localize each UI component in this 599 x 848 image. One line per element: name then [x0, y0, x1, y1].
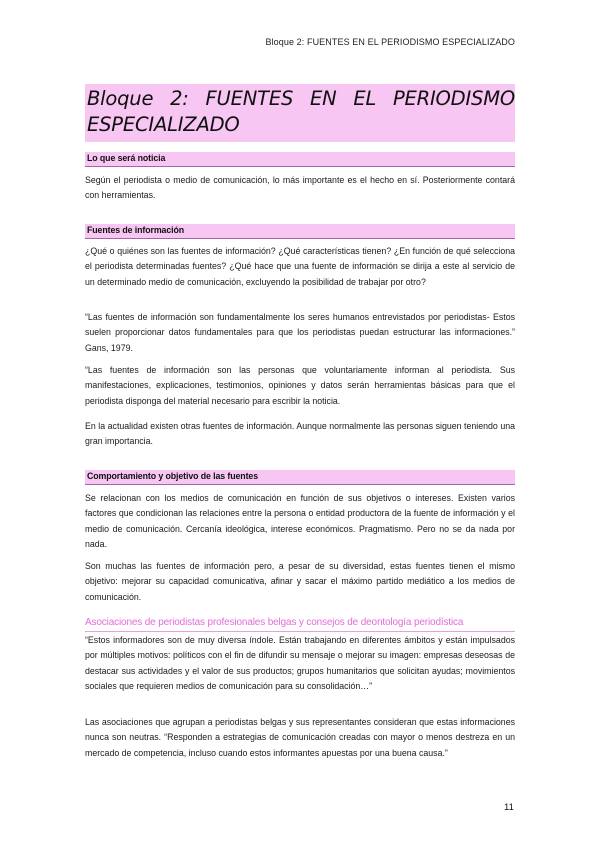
- subheading-rule: [85, 631, 515, 632]
- section-heading-noticia: [85, 152, 515, 167]
- paragraph-fuentes-4: En la actualidad existen otras fuentes de información. Aunque normalmente las personas siguen teniendo una gran importancia.: [85, 421, 515, 447]
- title-block: [85, 84, 515, 142]
- section-heading-comportamiento: [85, 470, 515, 485]
- running-header: Bloque 2: FUENTES EN EL PERIODISMO ESPECIALIZADO: [265, 37, 515, 47]
- paragraph-noticia-1: Según el periodista o medio de comunicación, lo más importante es el hecho en sí. Posteriormente contará con herramientas.: [85, 175, 515, 201]
- section-heading-fuentes-label: Fuentes de información: [87, 225, 185, 235]
- page-title: [87, 86, 515, 138]
- paragraph-comportamiento-1: Se relacionan con los medios de comunicación en función de sus objetivos o intereses. Existen varios factores que condicionan las relaciones entre la persona o entidad productora de la fuente de información y el medio de comunicación. Cercanía ideológica, interese económicos. Pragmatismo. Pero no se da nada por nada.: [85, 493, 515, 549]
- section-heading-fuentes: [85, 224, 515, 239]
- subheading-asociaciones: [85, 617, 515, 632]
- paragraph-fuentes-2: “Las fuentes de información son fundamentalmente los seres humanos entrevistados por periodistas- Estos suelen proporcionar datos fundamentales para que los periodistas puedan estructurar las informaciones.” Gans, 1979.: [85, 312, 515, 353]
- paragraph-fuentes-3: “Las fuentes de información son las personas que voluntariamente informan al periodista. Sus manifestaciones, explicaciones, testimonios, opiniones y datos serán herramientas básicas para que el periodista disponga del material necesario para escribir la noticia.: [85, 365, 515, 406]
- page-title-line1: Bloque 2: FUENTES EN EL PERIODISMO: [87, 87, 515, 110]
- paragraph-asociaciones-2: Las asociaciones que agrupan a periodistas belgas y sus representantes consideran que estas informaciones nunca son neutras. “Responden a estrategias de comunicación creadas con mayor o menos destreza en un mercado de competencia, incluso cuando estos informantes apuestas por una buena causa.”: [85, 717, 515, 758]
- subheading-asociaciones-label: Asociaciones de periodistas profesionales belgas y consejos de deontología periodística: [85, 617, 464, 628]
- page-number: 11: [504, 802, 514, 813]
- section-heading-noticia-label: Lo que será noticia: [87, 153, 166, 163]
- paragraph-fuentes-1: ¿Qué o quiénes son las fuentes de información? ¿Qué características tienen? ¿En función de qué selecciona el periodista determinadas fuentes? ¿Qué hace que una fuente de información se dirija a este al servicio de un determinado medio de comunicación, excluyendo la posibilidad de trabajar por otro?: [85, 246, 515, 287]
- paragraph-asociaciones-1: “Estos informadores son de muy diversa índole. Están trabajando en diferentes ámbitos y están impulsados por múltiples motivos: políticos con el fin de difundir su mensaje o mejorar su imagen: empresas deseosas de destacar sus actividades y el valor de sus productos; grupos humanitarios que solicitan ayudas; movimientos sociales que requieren medios de comunicación para su consolidación…”: [85, 635, 515, 691]
- section-heading-comportamiento-label: Comportamiento y objetivo de las fuentes: [87, 471, 258, 481]
- paragraph-comportamiento-2: Son muchas las fuentes de información pero, a pesar de su diversidad, estas fuentes tienen el mismo objetivo: mejorar su capacidad comunicativa, afinar y sacar el máximo partido mediático a los medios de comunicación.: [85, 561, 515, 602]
- page-title-line2: ESPECIALIZADO: [87, 113, 240, 136]
